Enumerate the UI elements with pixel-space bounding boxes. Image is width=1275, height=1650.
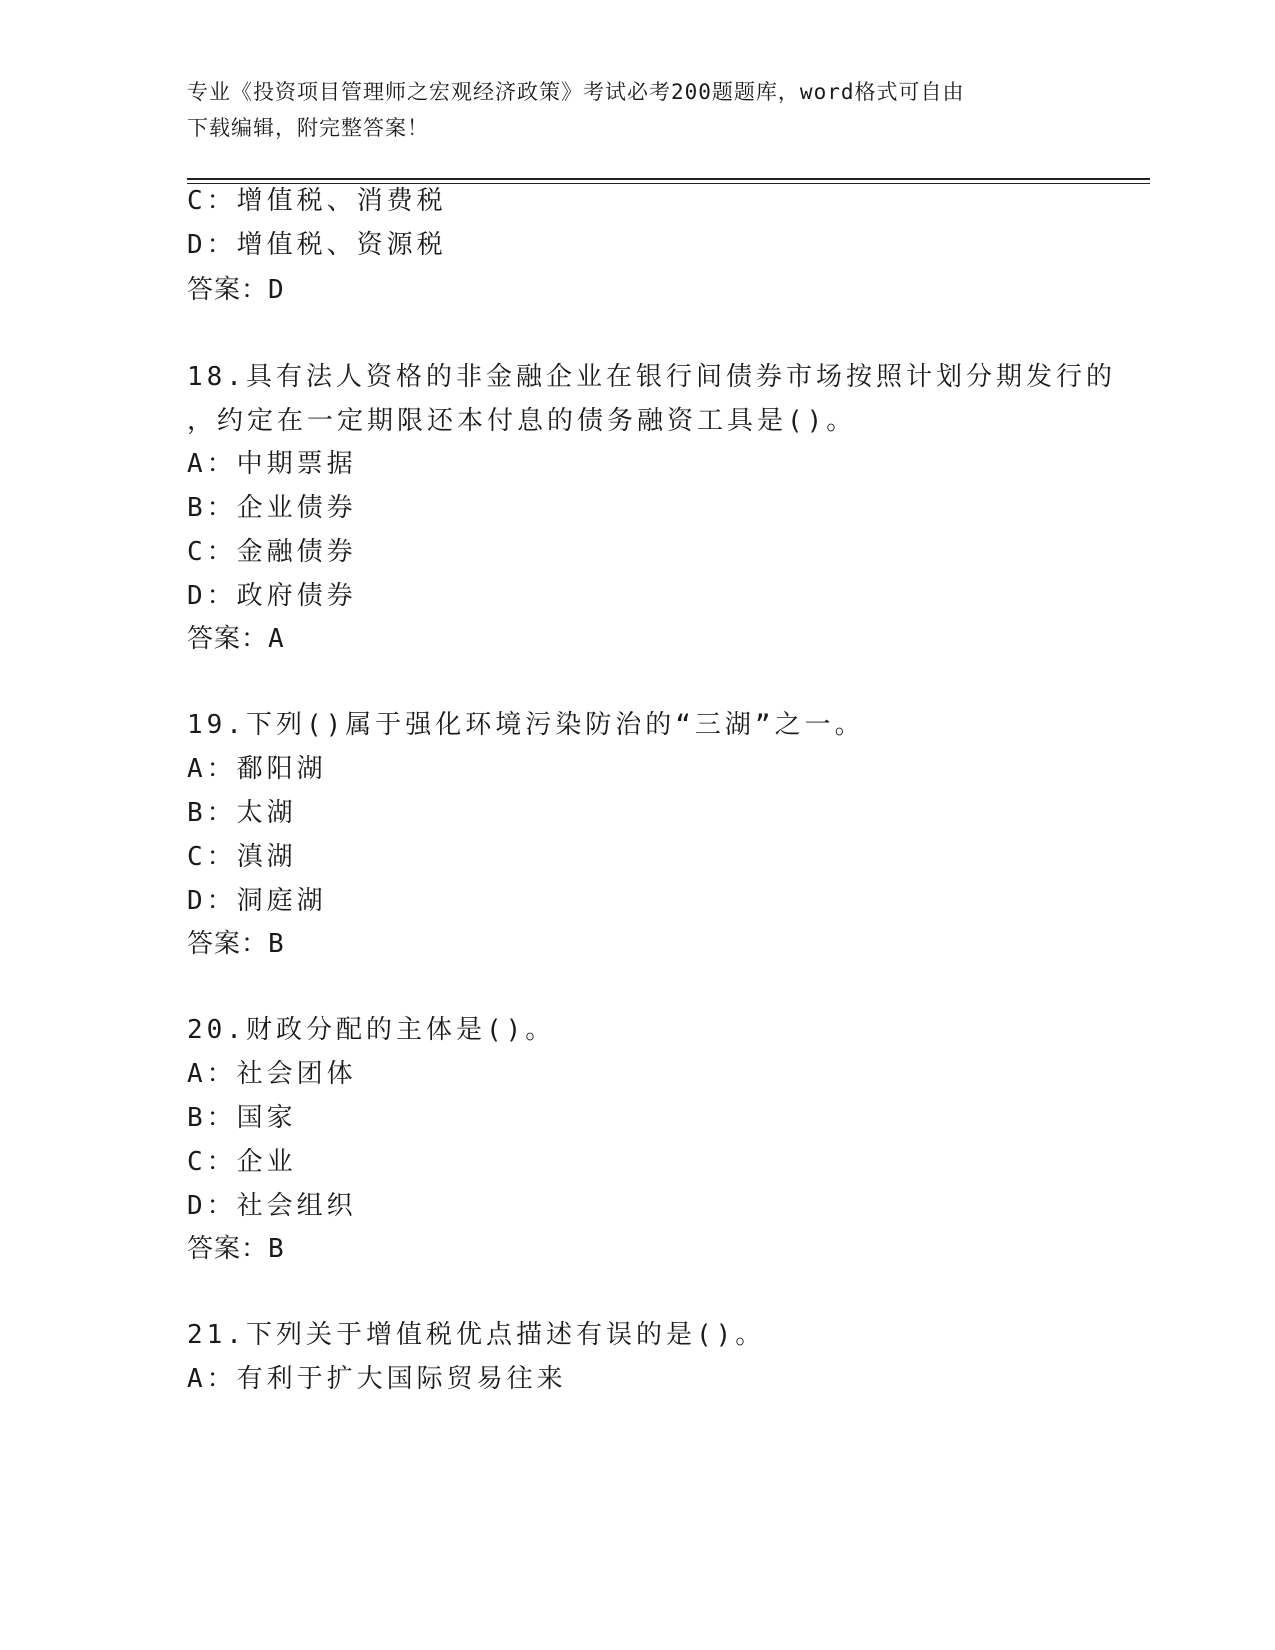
q20-option-d: D：社会组织 bbox=[187, 1191, 357, 1221]
q21-option-a: A：有利于扩大国际贸易往来 bbox=[187, 1364, 567, 1394]
q20-stem: 20.财政分配的主体是()。 bbox=[187, 1015, 556, 1045]
q18-option-c: C：金融债券 bbox=[187, 537, 357, 567]
document-header bbox=[187, 74, 1087, 146]
q18-stem-line-2: ，约定在一定期限还本付息的债务融资工具是()。 bbox=[187, 406, 857, 436]
q18-option-a: A：中期票据 bbox=[187, 449, 357, 479]
q18-answer: 答案：A bbox=[187, 624, 285, 654]
header-divider-thick bbox=[187, 178, 1150, 180]
q19-option-d: D：洞庭湖 bbox=[187, 886, 327, 916]
q19-answer: 答案：B bbox=[187, 929, 285, 959]
q17-answer: 答案：D bbox=[187, 275, 285, 305]
q20-option-a: A：社会团体 bbox=[187, 1059, 357, 1089]
q18-option-d: D：政府债券 bbox=[187, 581, 357, 611]
header-divider-thin bbox=[187, 183, 1150, 184]
q18-option-b: B：企业债券 bbox=[187, 493, 357, 523]
q21-stem: 21.下列关于增值税优点描述有误的是()。 bbox=[187, 1320, 766, 1350]
q20-option-b: B：国家 bbox=[187, 1103, 297, 1133]
header-title-line-2: 下载编辑，附完整答案！ bbox=[187, 116, 429, 140]
q19-option-b: B：太湖 bbox=[187, 798, 297, 828]
q19-stem: 19.下列()属于强化环境污染防治的“三湖”之一。 bbox=[187, 710, 865, 740]
q18-stem-line-1: 18.具有法人资格的非金融企业在银行间债券市场按照计划分期发行的 bbox=[187, 362, 1116, 392]
q19-option-a: A：鄱阳湖 bbox=[187, 754, 327, 784]
q19-option-c: C：滇湖 bbox=[187, 842, 297, 872]
q17-option-d: D：增值税、资源税 bbox=[187, 230, 447, 260]
q17-option-c: C：增值税、消费税 bbox=[187, 186, 447, 216]
header-title-line-1: 专业《投资项目管理师之宏观经济政策》考试必考200题题库，word格式可自由 bbox=[187, 80, 965, 104]
q20-answer: 答案：B bbox=[187, 1234, 285, 1264]
q20-option-c: C：企业 bbox=[187, 1147, 297, 1177]
